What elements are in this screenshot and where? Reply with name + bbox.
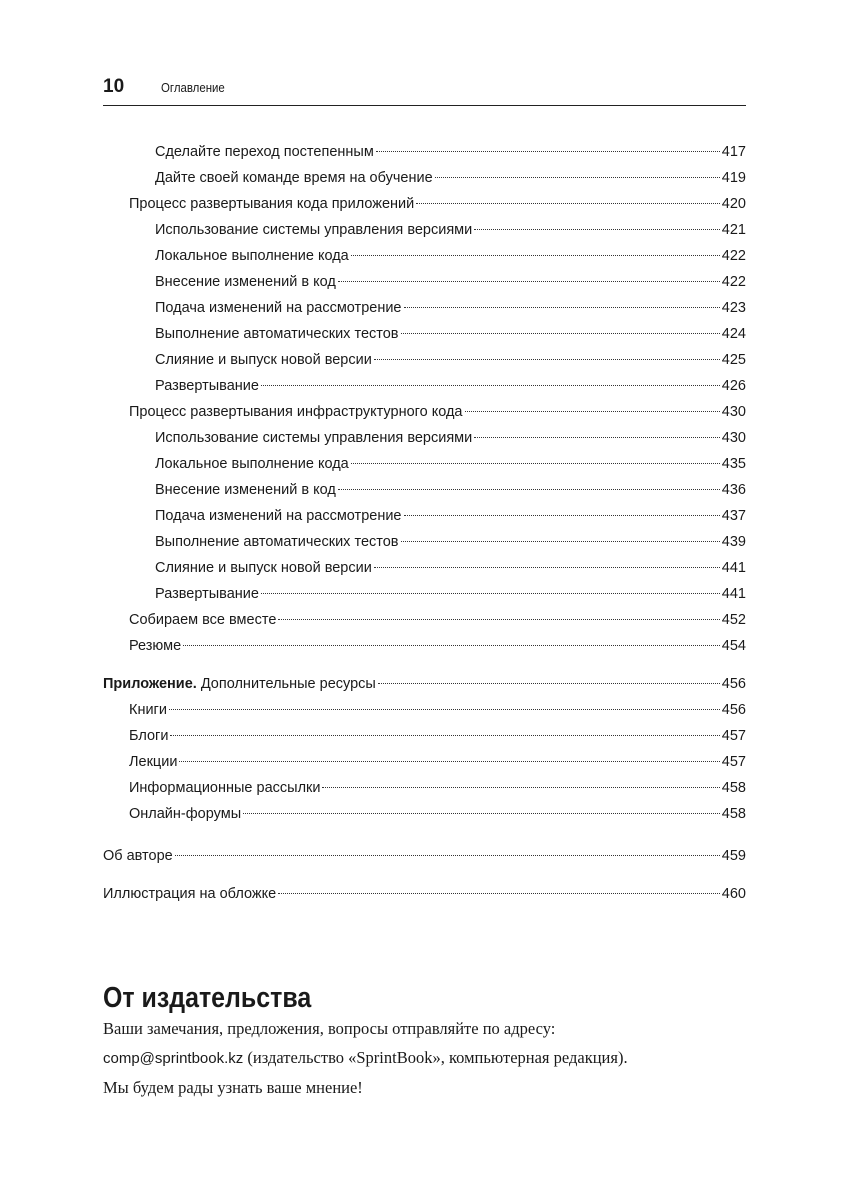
toc-page-number: 425	[721, 352, 746, 368]
toc-entry-title: Подача изменений на рассмотрение	[155, 508, 402, 524]
toc-entry[interactable]	[129, 636, 746, 656]
toc-page-number: 441	[721, 586, 746, 602]
toc-entry[interactable]	[155, 506, 746, 526]
toc-entry-title: Процесс развертывания кода приложений	[129, 196, 415, 212]
toc-entry-title: Процесс развертывания инфраструктурного кода	[129, 404, 463, 420]
toc-entry[interactable]	[103, 884, 746, 904]
toc-page-number: 452	[721, 612, 746, 628]
page-number: 10	[103, 76, 125, 97]
toc-page-number: 457	[721, 728, 746, 744]
toc-entry[interactable]	[155, 298, 746, 318]
toc-dot-leader	[175, 855, 720, 856]
toc-page-number: 456	[721, 676, 746, 692]
toc-dot-leader	[401, 541, 720, 542]
toc-entry[interactable]	[129, 778, 746, 798]
toc-page-number: 439	[721, 534, 746, 550]
toc-page-number: 424	[721, 326, 746, 342]
toc-dot-leader	[261, 385, 720, 386]
page-header	[103, 76, 746, 106]
toc-page-number: 458	[721, 806, 746, 822]
toc-entry[interactable]	[155, 220, 746, 240]
toc-entry-title: Блоги	[129, 728, 169, 744]
toc-entry-title: Развертывание	[155, 586, 259, 602]
toc-page-number: 422	[721, 274, 746, 290]
toc-dot-leader	[404, 307, 720, 308]
toc-entry-title: Книги	[129, 702, 167, 718]
toc-entry-title: Об авторе	[103, 848, 173, 864]
toc-entry-title: Использование системы управления версиями	[155, 222, 473, 238]
toc-entry-title-text: Дополнительные ресурсы	[196, 676, 376, 692]
toc-dot-leader	[243, 813, 720, 814]
toc-entry[interactable]	[155, 428, 746, 448]
toc-entry[interactable]	[155, 324, 746, 344]
toc-entry[interactable]	[129, 610, 746, 630]
toc-entry[interactable]	[129, 700, 746, 720]
toc-page-number: 430	[721, 404, 746, 420]
publisher-text-line-3: Мы будем рады узнать ваше мнение!	[103, 1078, 363, 1097]
toc-entry-title: Собираем все вместе	[129, 612, 277, 628]
toc-entry[interactable]	[155, 246, 746, 266]
toc-entry-title: Информационные рассылки	[129, 780, 321, 796]
toc-entry-title: Выполнение автоматических тестов	[155, 326, 399, 342]
toc-dot-leader	[170, 735, 719, 736]
toc-dot-leader	[374, 359, 720, 360]
toc-page-number: 456	[721, 702, 746, 718]
toc-dot-leader	[278, 619, 719, 620]
toc-entry[interactable]	[129, 726, 746, 746]
toc-entry[interactable]	[155, 532, 746, 552]
publisher-text-line-1: Ваши замечания, предложения, вопросы отправляйте по адресу:	[103, 1019, 556, 1038]
toc-page-number: 458	[721, 780, 746, 796]
toc-dot-leader	[435, 177, 720, 178]
toc-dot-leader	[401, 333, 720, 334]
toc-entry-title: Подача изменений на рассмотрение	[155, 300, 402, 316]
toc-page-number: 454	[721, 638, 746, 654]
toc-entry-title: Выполнение автоматических тестов	[155, 534, 399, 550]
toc-page-number: 430	[721, 430, 746, 446]
toc-page-number: 420	[721, 196, 746, 212]
publisher-email[interactable]: comp@sprintbook.kz	[103, 1050, 244, 1067]
toc-entry-title: Локальное выполнение кода	[155, 248, 349, 264]
toc-entry-title: Развертывание	[155, 378, 259, 394]
toc-dot-leader	[374, 567, 720, 568]
toc-page-number: 421	[721, 222, 746, 238]
toc-dot-leader	[465, 411, 720, 412]
toc-entry[interactable]	[155, 480, 746, 500]
toc-entry-title: Использование системы управления версиями	[155, 430, 473, 446]
header-rule	[103, 105, 746, 106]
toc-dot-leader	[351, 255, 720, 256]
toc-page-number: 419	[721, 170, 746, 186]
toc-entry-title: Слияние и выпуск новой версии	[155, 560, 372, 576]
toc-entry[interactable]	[155, 584, 746, 604]
toc-dot-leader	[474, 437, 720, 438]
toc-entry-title: Дайте своей команде время на обучение	[155, 170, 433, 186]
running-title: Оглавление	[161, 80, 225, 95]
toc-dot-leader	[278, 893, 720, 894]
toc-entry[interactable]	[103, 674, 746, 694]
toc-entry[interactable]	[155, 454, 746, 474]
toc-dot-leader	[338, 489, 720, 490]
toc-entry[interactable]	[103, 846, 746, 866]
toc-entry-title: Внесение изменений в код	[155, 482, 336, 498]
toc-page-number: 457	[721, 754, 746, 770]
toc-entry[interactable]	[155, 272, 746, 292]
toc-entry[interactable]	[129, 194, 746, 214]
toc-page-number: 426	[721, 378, 746, 394]
publisher-text-line-2	[103, 1047, 628, 1070]
toc-entry[interactable]	[155, 376, 746, 396]
toc-entry-title: Лекции	[129, 754, 178, 770]
toc-dot-leader	[376, 151, 720, 152]
toc-entry-label-bold: Приложение.	[103, 676, 197, 692]
toc-dot-leader	[261, 593, 720, 594]
toc-entry[interactable]	[155, 558, 746, 578]
publisher-text-line-2-rest: (издательство «SprintBook», компьютерная редакция).	[243, 1048, 628, 1067]
toc-page-number: 459	[721, 848, 746, 864]
toc-entry[interactable]	[155, 142, 746, 162]
toc-dot-leader	[416, 203, 720, 204]
toc-page-number: 436	[721, 482, 746, 498]
toc-page-number: 423	[721, 300, 746, 316]
toc-dot-leader	[378, 683, 720, 684]
toc-dot-leader	[322, 787, 719, 788]
toc-entry-title: Сделайте переход постепенным	[155, 144, 374, 160]
toc-dot-leader	[183, 645, 720, 646]
toc-entry-title: Слияние и выпуск новой версии	[155, 352, 372, 368]
toc-entry-title: Локальное выполнение кода	[155, 456, 349, 472]
toc-entry[interactable]	[129, 752, 746, 772]
toc-dot-leader	[338, 281, 720, 282]
toc-entry[interactable]	[129, 804, 746, 824]
toc-page-number: 435	[721, 456, 746, 472]
toc-entry-title: Резюме	[129, 638, 182, 654]
toc-dot-leader	[179, 761, 719, 762]
toc-entry-title: Онлайн-форумы	[129, 806, 242, 822]
toc-page-number: 417	[721, 144, 746, 160]
toc-dot-leader	[169, 709, 720, 710]
toc-page-number: 460	[721, 886, 746, 902]
toc-entry[interactable]	[129, 402, 746, 422]
toc-dot-leader	[474, 229, 720, 230]
toc-page-number: 441	[721, 560, 746, 576]
toc-dot-leader	[351, 463, 720, 464]
publisher-heading: От издательства	[103, 982, 312, 1014]
toc-entry-title	[103, 674, 376, 694]
toc-page-number: 437	[721, 508, 746, 524]
toc-entry-title: Внесение изменений в код	[155, 274, 336, 290]
toc-entry[interactable]	[155, 350, 746, 370]
toc-entry-title: Иллюстрация на обложке	[103, 886, 277, 902]
toc-page-number: 422	[721, 248, 746, 264]
toc-dot-leader	[404, 515, 720, 516]
toc-entry[interactable]	[155, 168, 746, 188]
